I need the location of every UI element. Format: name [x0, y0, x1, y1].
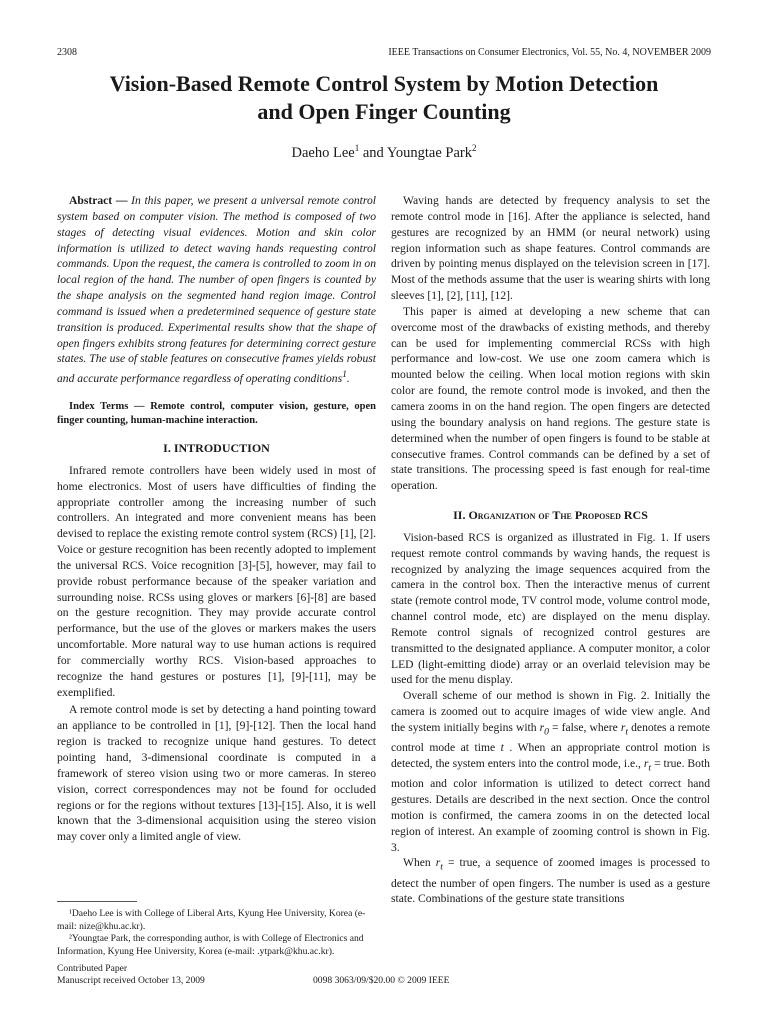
right-column — [391, 193, 710, 907]
manuscript-received-date: Manuscript received October 13, 2009 — [57, 975, 205, 986]
page-number: 2308 — [57, 47, 77, 58]
index-terms: Index Terms — Remote control, computer vision, gesture, open finger counting, human-machine interaction. — [57, 400, 376, 427]
paper-title-line-2: and Open Finger Counting — [257, 99, 511, 124]
author-list — [57, 143, 711, 162]
author-conjunction: and — [359, 144, 387, 161]
section-heading-introduction: I. INTRODUCTION — [163, 440, 270, 455]
footnote-1: ¹Daeho Lee is with College of Liberal Arts, Kyung Hee University, Korea (e-mail: nize@khu.ac.kr). — [57, 908, 366, 932]
author-2-affiliation-mark: 2 — [471, 143, 477, 153]
left-column — [57, 193, 376, 845]
org-p3-text-a: When — [403, 856, 436, 870]
copyright-line: 0098 3063/09/$20.00 © 2009 IEEE — [313, 975, 450, 986]
contributed-paper-label: Contributed Paper — [57, 963, 128, 974]
intro-paragraph-4: This paper is aimed at developing a new scheme that can overcome most of the drawbacks of existing methods, and thereby can be used for implementing commercial RCSs with high performance and low-cost. We use one zoom camera which is mounted below the ceiling. When local motion regions with skin color are found, the remote control mode is invoked, and then the camera zooms in on the hand region. The open fingers are detected using the boundary analysis on hand regions. The gesture state is determined when the number of open fingers is found to be stable at consecutive frames. Control commands can be defined by a set of state transitions. The processing speed is fast enough for real-time operation. — [391, 304, 710, 493]
abstract-end: . — [346, 372, 350, 386]
abstract-text: In this paper, we present a universal remote control system based on computer vision. The method is composed of two stages of detecting visual evidences. Motion and skin color information is utilized to detect waving hands requesting control commands. Upon the request, the camera is controlled to zoom in on local region of the hand. The number of open fingers is counted by the shape analysis on the segmented hand region image. Control command is issued when a predetermined sequence of gesture state transition is produced. Experimental results show that the shape of open fingers exhibits strong features for determining correct gesture states. The use of stable features on consecutive frames yields robust and accurate performance regardless of operating conditions — [57, 194, 376, 386]
org-p2-text-d: . When an appropriate control motion is detected, the system enters into the control mode, i.e., — [391, 741, 710, 770]
intro-paragraph-2: A remote control mode is set by detecting a hand pointing toward an appliance to be controlled in [1], [9]-[12]. Then the local hand region is tracked to recognize unique hand gestures. To detect pointing hand, 3-dimensional coordinate is computed in a framework of stereo vision using two or more cameras. In stereo vision, correct correspondences may not be found for occluded regions or for the regions without textures [13]-[15]. Also, it is well known that the 3-dimensional acquisition using the stereo vision may cover only a limited angle of view. — [57, 703, 376, 844]
manuscript-info — [57, 963, 205, 987]
paper-title — [57, 70, 711, 126]
abstract-footnote-mark: 1 — [342, 369, 347, 381]
author-1: Daeho Lee — [291, 144, 355, 161]
author-1-affiliation-mark: 1 — [354, 143, 360, 153]
organization-paragraph-1: Vision-based RCS is organized as illustrated in Fig. 1. If users request remote control commands by waving hands, the request is recognized by analyzing the image sequences acquired from the camera in the control box. Then the interactive menus of current state (remote control mode, TV control mode, volume control mode, channel control mode, etc) are displayed on the menu display. Remote control signals of recognized control gestures are transmitted to the designated appliance. A computer monitor, a color LED (light-emitting diode) array or an overlaid television may be used for the menu display. — [391, 530, 710, 687]
math-t: t — [500, 741, 504, 755]
running-header: IEEE Transactions on Consumer Electronics, Vol. 55, No. 4, NOVEMBER 2009 — [388, 47, 711, 58]
organization-paragraph-2 — [391, 688, 710, 855]
org-p2-text-a: Overall scheme of our method is shown in Fig. 2. Initially the camera is zoomed out to acquire images of wide view angle. And the system initially begins with — [391, 689, 710, 734]
math-r0 — [539, 721, 549, 738]
org-p3-text-b: = true, a sequence of zoomed images is processed to detect the number of open fingers. The number is used as a gesture state. Combinations of the gesture state transitions — [391, 856, 710, 906]
organization-paragraph-3 — [391, 855, 710, 907]
math-rt-subscript: t — [625, 726, 629, 738]
section-heading-organization: II. Organization of The Proposed RCS — [453, 508, 648, 523]
math-rt-3-symbol: r — [435, 856, 441, 870]
abstract-label: Abstract — — [69, 194, 128, 207]
org-p2-text-e: = true. Both motion and color information is utilized to detect correct hand gestures. Details are described in the next section. Once the control motion is confirmed, the camera zooms in on the detected local region of interest. An example of zooming control is shown in Fig. 3. — [391, 757, 710, 854]
intro-paragraph-3: Waving hands are detected by frequency analysis to set the remote control mode in [16]. After the appliance is selected, hand gestures are recognized by an HMM (or neural network) using region information such as shape features. Control commands are driven by pointing menus displayed on the television screen in [17]. Most of the methods assume that the user is wearing shirts with long sleeves [1], [2], [11], [12]. — [391, 194, 710, 303]
math-r0-symbol: r — [539, 721, 545, 734]
abstract — [57, 193, 376, 387]
org-p2-text-c: denotes a remote control mode at time — [391, 721, 710, 755]
footnote-2: ²Youngtae Park, the corresponding author, is with College of Electronics and Information, Kyung Hee University, Korea (e-mail: .ytpark@khu.ac.kr). — [57, 933, 364, 957]
math-rt-3-subscript: t — [440, 861, 443, 873]
author-2: Youngtae Park — [386, 144, 472, 161]
math-rt-symbol: r — [620, 721, 626, 734]
math-rt — [620, 721, 629, 738]
footnotes — [57, 908, 376, 958]
math-rt-2-symbol: r — [643, 757, 649, 770]
math-rt-2-subscript: t — [648, 762, 652, 774]
math-rt-3 — [435, 856, 443, 873]
math-r0-subscript: 0 — [544, 726, 549, 738]
paper-title-line-1: Vision-Based Remote Control System by Motion Detection — [109, 71, 659, 96]
intro-paragraph-1: Infrared remote controllers have been widely used in most of home electronics. Most of users have difficulties of finding the appropriate controller among the increasing number of such controllers. An integrated and more convenient means has been devised to replace the existing remote control system (RCS) [1], [2]. Voice or gesture recognition has been recently adopted to implement the universal RCS. Voice recognition [3]-[5], however, may fail to provide robust performance because of the speaker variation and surrounding noise. RCSs using gloves or markers [6]-[8] are based on the gesture recognition. They may provide accurate control performance, but the use of the gloves or markers makes the users uncomfortable. More natural way to use human actions is required for commercially worthy RCS. Vision-based approaches to recognize the hand gestures or postures [1], [9]-[11], may be exemplified. — [57, 463, 376, 699]
org-p2-text-b: = false, where — [548, 721, 621, 734]
footnote-divider — [57, 901, 137, 902]
